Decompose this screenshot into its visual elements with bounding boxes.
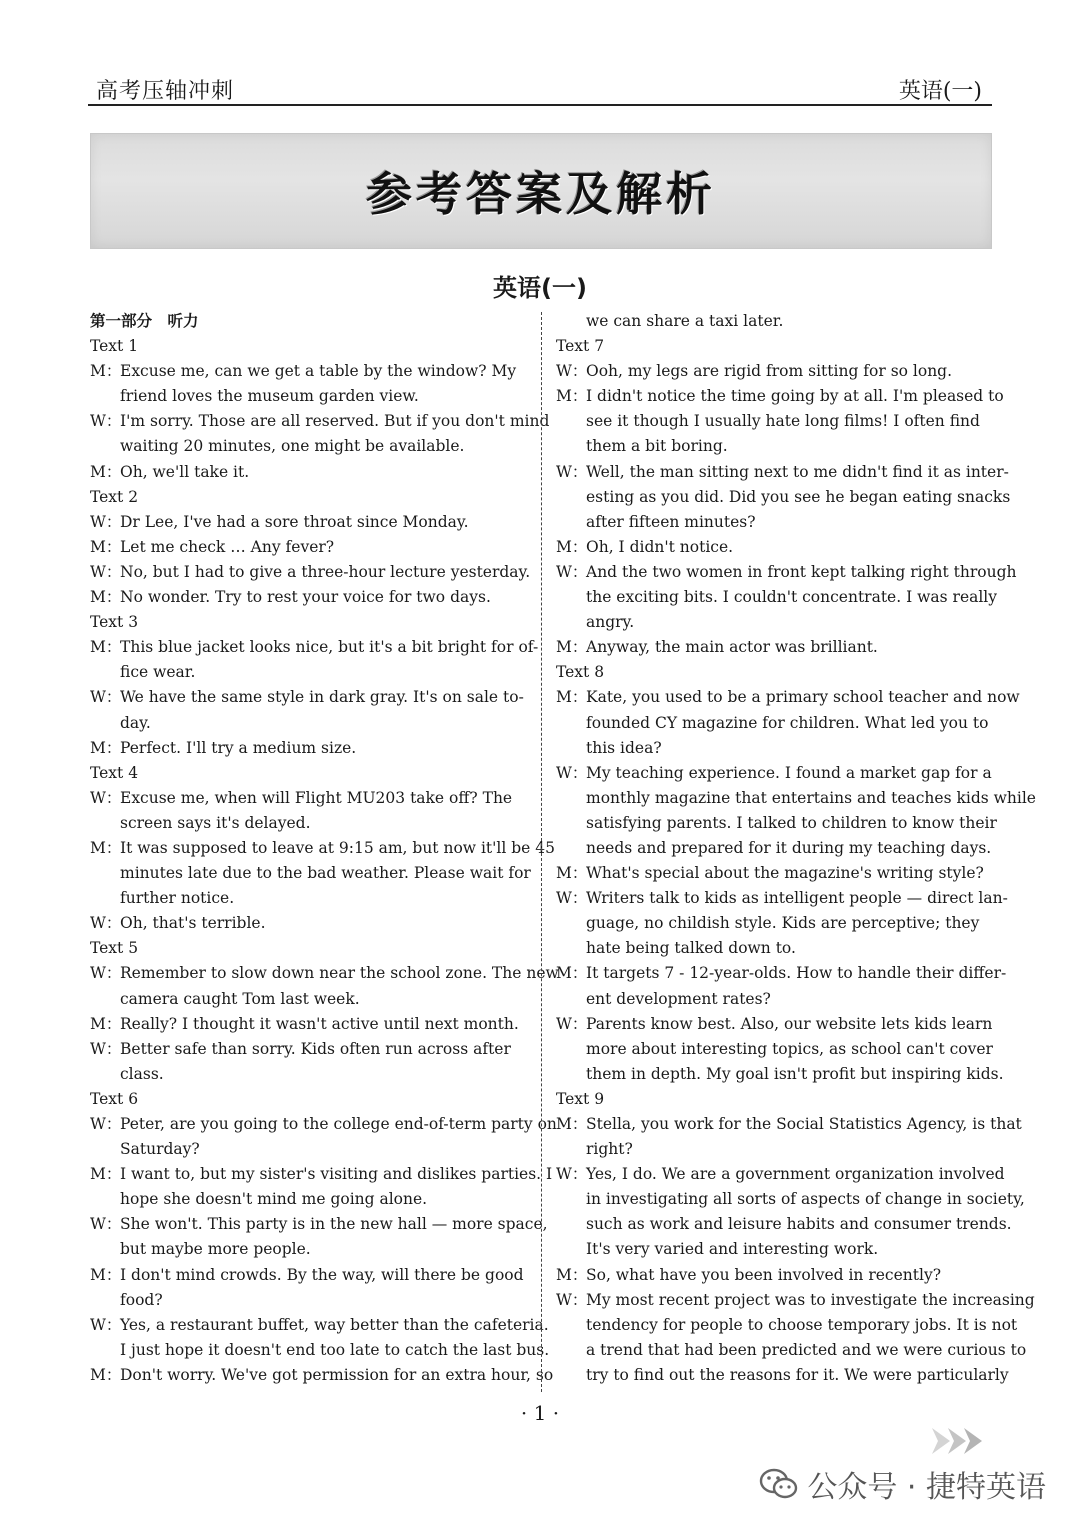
utterance-line: a trend that had been predicted and we were curious to <box>586 1340 1027 1359</box>
utterance-line: Ooh, my legs are rigid from sitting for so long. <box>586 362 953 381</box>
utterance-line: esting as you did. Did you see he began eating snacks <box>586 487 1011 506</box>
utterance-line: Excuse me, when will Flight MU203 take off? The <box>120 788 513 807</box>
speaker-label: W： <box>556 462 588 481</box>
utterance-line: Perfect. I'll try a medium size. <box>120 738 357 757</box>
utterance-line: hate being talked down to. <box>586 939 796 958</box>
utterance-text <box>586 359 994 384</box>
dialogue-utterance <box>556 1263 994 1288</box>
utterance-line: What's special about the magazine's writing style? <box>586 864 984 883</box>
right-column <box>556 309 1036 1388</box>
utterance-line: hope she doesn't mind me going alone. <box>120 1190 428 1209</box>
utterance-text <box>120 460 528 485</box>
dialogue-utterance <box>556 761 1036 861</box>
utterance-line: this idea? <box>586 738 662 757</box>
utterance-line: We have the same style in dark gray. It's on sale to- <box>120 688 524 707</box>
utterance-line: She won't. This party is in the new hall — more space, <box>120 1215 548 1234</box>
utterance-text <box>586 685 1020 760</box>
utterance-line: the exciting bits. I couldn't concentrate. I was really <box>586 588 998 607</box>
utterance-line: after fifteen minutes? <box>586 512 756 531</box>
speaker-label: W： <box>90 1315 122 1334</box>
dialogue-utterance <box>90 1037 528 1087</box>
utterance-line: waiting 20 minutes, one might be available. <box>120 437 465 456</box>
dialogue-utterance <box>90 409 550 459</box>
utterance-line: It targets 7 - 12-year-olds. How to handle their differ- <box>586 964 1007 983</box>
dialogue-utterance <box>90 1112 557 1162</box>
speaker-label: M： <box>90 537 122 556</box>
dialogue-utterance <box>90 1212 548 1262</box>
utterance-line: tendency for people to choose temporary jobs. It is not <box>586 1315 1018 1334</box>
dialogue-utterance <box>90 1012 528 1037</box>
dialogue-utterance <box>556 460 1011 535</box>
dialogue-utterance <box>556 1162 1025 1262</box>
text-label: Text 8 <box>556 663 605 682</box>
utterance-text <box>120 685 528 735</box>
utterance-text <box>120 560 530 585</box>
utterance-text <box>120 736 528 761</box>
utterance-line: I don't mind crowds. By the way, will there be good <box>120 1265 524 1284</box>
wechat-icon <box>759 1467 799 1501</box>
dialogue-utterance <box>90 560 531 585</box>
dialogue-utterance <box>90 1263 528 1313</box>
utterance-text <box>586 1112 1022 1162</box>
utterance-text <box>120 786 528 836</box>
utterance-line: class. <box>120 1064 164 1083</box>
dialogue-utterance <box>90 635 539 685</box>
speaker-label: W： <box>90 1115 122 1133</box>
utterance-text <box>586 560 1016 635</box>
utterance-line: camera caught Tom last week. <box>120 989 360 1008</box>
utterance-text <box>120 1313 549 1363</box>
speaker-label: M： <box>90 1265 122 1284</box>
dialogue-utterance <box>90 585 528 610</box>
speaker-label: M： <box>556 688 588 707</box>
utterance-line: I'm sorry. Those are all reserved. But if you don't mind <box>120 412 550 431</box>
section-heading: 第一部分 听力 <box>90 312 199 330</box>
speaker-label: W： <box>556 562 588 581</box>
utterance-line: Oh, we'll take it. <box>120 462 250 481</box>
utterance-line: Kate, you used to be a primary school teacher and now <box>586 688 1020 707</box>
dialogue-utterance <box>556 861 994 886</box>
speaker-label: W： <box>90 562 122 581</box>
header-book-title: 高考压轴冲刺 <box>96 79 235 104</box>
dialogue-utterance <box>556 685 1020 760</box>
dialogue-utterance <box>90 961 559 1011</box>
utterance-line: My most recent project was to investigate the increasing <box>586 1290 1035 1309</box>
speaker-label: W： <box>90 512 122 531</box>
text-label: Text 6 <box>90 1089 139 1108</box>
speaker-label: W： <box>90 964 122 983</box>
dialogue-utterance <box>556 886 1008 961</box>
utterance-line: Stella, you work for the Social Statistics Agency, is that <box>586 1115 1022 1133</box>
utterance-line: Dr Lee, I've had a sore throat since Monday. <box>120 512 469 531</box>
dialogue-utterance <box>90 1313 550 1363</box>
utterance-line: satisfying parents. I talked to children to know their <box>586 813 997 832</box>
speaker-label: M： <box>90 1165 122 1184</box>
utterance-text <box>120 1162 552 1212</box>
dialogue-utterance <box>556 535 994 560</box>
utterance-text <box>586 1288 1035 1388</box>
utterance-line: Really? I thought it wasn't active until next month. <box>120 1014 519 1033</box>
speaker-label: M： <box>90 1365 122 1384</box>
utterance-text <box>120 1263 528 1313</box>
speaker-label: W： <box>90 788 122 807</box>
utterance-line: Writers talk to kids as intelligent people — direct lan- <box>586 889 1008 908</box>
utterance-line: Don't worry. We've got permission for an extra hour, so <box>120 1365 554 1384</box>
utterance-text <box>586 961 1006 1011</box>
utterance-text <box>120 510 528 535</box>
utterance-line: guage, no childish style. Kids are perceptive; they <box>586 914 980 933</box>
text-label: Text 7 <box>556 337 605 356</box>
text-label: Text 5 <box>90 939 139 958</box>
utterance-line: Parents know best. Also, our website lets kids learn <box>586 1014 993 1033</box>
utterance-text <box>586 886 1008 961</box>
speaker-label: W： <box>556 1014 588 1033</box>
utterance-text <box>586 1162 1025 1262</box>
dialogue-utterance <box>90 1363 554 1388</box>
dialogue-utterance <box>90 836 555 911</box>
speaker-label: W： <box>90 688 122 707</box>
utterance-text <box>120 535 528 560</box>
column-divider <box>541 312 542 1392</box>
speaker-label: W： <box>90 412 122 431</box>
utterance-text <box>120 359 528 409</box>
speaker-label: M： <box>556 387 588 406</box>
utterance-line: Yes, I do. We are a government organization involved <box>586 1165 1005 1184</box>
dialogue-utterance <box>90 359 528 409</box>
speaker-label: W： <box>90 1039 122 1058</box>
text-label: Text 3 <box>90 613 139 632</box>
dialogue-utterance <box>556 1012 1004 1087</box>
utterance-line: It's very varied and interesting work. <box>586 1240 879 1259</box>
utterance-text <box>120 585 528 610</box>
utterance-line: in investigating all sorts of aspects of change in society, <box>586 1190 1025 1209</box>
speaker-label: M： <box>90 362 122 381</box>
utterance-text <box>120 1037 528 1087</box>
speaker-label: M： <box>556 1115 588 1133</box>
utterance-line: minutes late due to the bad weather. Please wait for <box>120 864 531 883</box>
utterance-line: So, what have you been involved in recently? <box>586 1265 942 1284</box>
dialogue-utterance <box>556 961 1007 1011</box>
utterance-line: No, but I had to give a three-hour lecture yesterday. <box>120 562 531 581</box>
utterance-text <box>586 761 1036 861</box>
utterance-line: ent development rates? <box>586 989 771 1008</box>
banner-title: 参考答案及解析 <box>366 167 716 221</box>
utterance-line: Saturday? <box>120 1140 200 1159</box>
utterance-line: Remember to slow down near the school zone. The new <box>120 964 559 983</box>
speaker-label: M： <box>90 1014 122 1033</box>
dialogue-utterance <box>556 560 1017 635</box>
arrows-logo-icon <box>928 1424 988 1458</box>
title-banner <box>90 133 992 249</box>
speaker-label: M： <box>90 588 122 607</box>
utterance-line: Yes, a restaurant buffet, way better than the cafeteria. <box>120 1315 549 1334</box>
dialogue-utterance <box>90 510 528 535</box>
utterance-line: And the two women in front kept talking right through <box>586 562 1017 581</box>
dialogue-utterance <box>556 359 994 384</box>
speaker-label: M： <box>556 638 588 657</box>
text-label: Text 4 <box>90 763 139 782</box>
utterance-text <box>586 384 1004 459</box>
utterance-text <box>586 1263 994 1288</box>
utterance-text <box>586 460 1010 535</box>
utterance-line: Peter, are you going to the college end-of-term party on <box>120 1115 557 1133</box>
utterance-line: try to find out the reasons for it. We were particularly <box>586 1365 1009 1384</box>
speaker-label: M： <box>90 638 122 657</box>
speaker-label: W： <box>556 889 588 908</box>
utterance-text <box>120 1212 548 1262</box>
utterance-line: Better safe than sorry. Kids often run across after <box>120 1039 511 1058</box>
section-subtitle: 英语(一) <box>493 274 587 302</box>
utterance-line: It was supposed to leave at 9:15 am, but now it'll be 45 <box>120 838 555 857</box>
dialogue-utterance <box>556 635 994 660</box>
left-column <box>90 309 559 1388</box>
utterance-line: Oh, I didn't notice. <box>586 537 734 556</box>
utterance-line: food? <box>120 1290 163 1309</box>
utterance-text <box>120 1012 528 1037</box>
utterance-line: more about interesting topics, as school can't cover <box>586 1039 993 1058</box>
utterance-line: I want to, but my sister's visiting and dislikes parties. I <box>120 1165 553 1184</box>
utterance-text <box>120 836 555 911</box>
text-label: Text 1 <box>90 337 139 356</box>
continued-line: we can share a taxi later. <box>586 312 784 330</box>
utterance-text <box>120 911 528 936</box>
dialogue-utterance <box>556 1288 1035 1388</box>
speaker-label: W： <box>556 763 588 782</box>
utterance-line: I just hope it doesn't end too late to catch the last bus. <box>120 1340 550 1359</box>
utterance-line: Anyway, the main actor was brilliant. <box>586 638 878 657</box>
speaker-label: M： <box>556 864 588 883</box>
utterance-text <box>586 535 994 560</box>
utterance-text <box>586 635 994 660</box>
utterance-line: further notice. <box>120 889 235 908</box>
utterance-text <box>586 861 994 886</box>
utterance-text <box>120 409 549 459</box>
utterance-line: My teaching experience. I found a market gap for a <box>586 763 992 782</box>
speaker-label: M： <box>90 738 122 757</box>
dialogue-utterance <box>90 535 528 560</box>
dialogue-utterance <box>556 1112 1022 1162</box>
utterance-line: Excuse me, can we get a table by the window? My <box>120 362 517 381</box>
speaker-label: W： <box>90 1215 122 1234</box>
text-label: Text 2 <box>90 487 139 506</box>
page-number: · 1 · <box>520 1401 560 1425</box>
dialogue-utterance <box>90 786 528 836</box>
utterance-text <box>120 1112 557 1162</box>
utterance-line: Oh, that's terrible. <box>120 914 266 933</box>
dialogue-utterance <box>556 384 1004 459</box>
speaker-label: M： <box>556 964 588 983</box>
utterance-line: I didn't notice the time going by at all. I'm pleased to <box>586 387 1004 406</box>
utterance-line: fice wear. <box>120 663 196 682</box>
dialogue-utterance <box>90 911 528 936</box>
speaker-label: M： <box>556 1265 588 1284</box>
watermark <box>759 1462 1046 1506</box>
watermark-text: 公众号 · 捷特英语 <box>807 1470 1046 1505</box>
utterance-line: screen says it's delayed. <box>120 813 311 832</box>
utterance-line: This blue jacket looks nice, but it's a bit bright for of- <box>120 638 539 657</box>
speaker-label: M： <box>90 838 122 857</box>
utterance-line: but maybe more people. <box>120 1240 311 1259</box>
speaker-label: W： <box>556 362 588 381</box>
utterance-line: monthly magazine that entertains and teaches kids while <box>586 788 1036 807</box>
utterance-line: day. <box>120 713 151 732</box>
utterance-line: No wonder. Try to rest your voice for two days. <box>120 588 491 607</box>
utterance-line: them a bit boring. <box>586 437 728 456</box>
utterance-line: them in depth. My goal isn't profit but inspiring kids. <box>586 1064 1004 1083</box>
utterance-line: such as work and leisure habits and consumer trends. <box>586 1215 1012 1234</box>
dialogue-utterance <box>90 736 528 761</box>
utterance-line: right? <box>586 1140 633 1159</box>
speaker-label: W： <box>556 1290 588 1309</box>
utterance-line: angry. <box>586 613 635 632</box>
utterance-line: Well, the man sitting next to me didn't find it as inter- <box>586 462 1009 481</box>
speaker-label: W： <box>556 1165 588 1184</box>
utterance-text <box>120 635 538 685</box>
speaker-label: W： <box>90 914 122 933</box>
dialogue-utterance <box>90 460 528 485</box>
header-subject: 英语(一) <box>898 79 982 104</box>
utterance-text <box>120 961 559 1011</box>
utterance-line: Let me check … Any fever? <box>120 537 335 556</box>
dialogue-utterance <box>90 685 528 735</box>
speaker-label: M： <box>90 462 122 481</box>
utterance-text <box>120 1363 553 1388</box>
text-label: Text 9 <box>556 1089 605 1108</box>
utterance-line: founded CY magazine for children. What led you to <box>586 713 989 732</box>
utterance-line: see it though I usually hate long films! I often find <box>586 412 980 431</box>
utterance-line: friend loves the museum garden view. <box>120 387 419 406</box>
utterance-line: needs and prepared for it during my teaching days. <box>586 838 992 857</box>
utterance-text <box>586 1012 1004 1087</box>
speaker-label: M： <box>556 537 588 556</box>
dialogue-utterance <box>90 1162 553 1212</box>
header-divider <box>88 104 992 106</box>
